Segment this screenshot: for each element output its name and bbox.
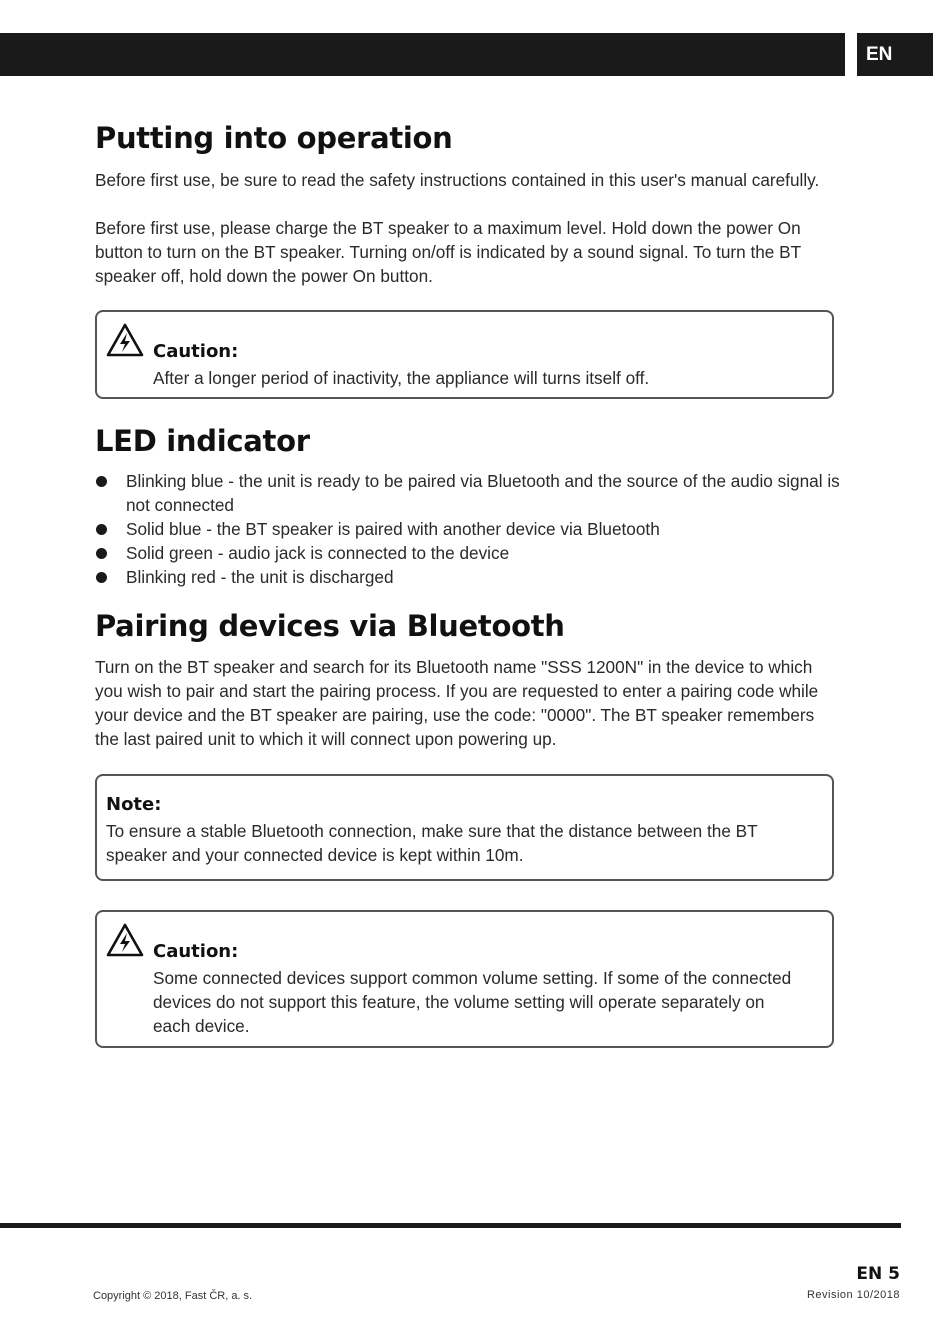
operation-paragraph-2: Before first use, please charge the BT speaker to a maximum level. Hold down the power On button to turn on the BT speaker. Turning on/off is indicated by a sound signal. To turn the BT speaker off, hold down the power On button. <box>95 218 801 286</box>
warning-triangle-lightning-icon <box>106 923 144 957</box>
bullet-dot-icon <box>96 572 107 583</box>
caution-text: After a longer period of inactivity, the appliance will turns itself off. <box>153 368 650 388</box>
list-item <box>95 469 840 517</box>
bullet-dot-icon <box>96 548 107 559</box>
section-title-pairing: Pairing devices via Bluetooth <box>95 609 565 643</box>
caution-box-2 <box>95 910 834 1048</box>
list-item-text: Blinking blue - the unit is ready to be paired via Bluetooth and the source of the audio signal is not connected <box>126 471 840 515</box>
caution-title: Caution: <box>153 341 239 362</box>
list-item-text: Blinking red - the unit is discharged <box>126 567 394 587</box>
note-box <box>95 774 834 881</box>
revision-text: Revision 10/2018 <box>806 1289 900 1301</box>
header-bar <box>0 33 845 76</box>
note-title: Note: <box>106 794 162 815</box>
language-tab: EN <box>857 33 933 76</box>
list-item <box>95 565 840 589</box>
list-item <box>95 517 840 541</box>
page-number: EN 5 <box>856 1264 900 1284</box>
pairing-paragraph: Turn on the BT speaker and search for its Bluetooth name "SSS 1200N" in the device to which you wish to pair and start the pairing process. If you are requested to enter a pairing code while your device and the BT speaker are pairing, use the code: "0000". The BT speaker remembers the last paired unit to which it will connect upon powering up. <box>95 657 819 749</box>
section-title-led: LED indicator <box>95 424 310 458</box>
footer-rule <box>0 1223 901 1228</box>
caution-title: Caution: <box>153 941 239 962</box>
note-text: To ensure a stable Bluetooth connection, make sure that the distance between the BT speaker and your connected device is kept within 10m. <box>106 821 758 865</box>
list-item-text: Solid blue - the BT speaker is paired with another device via Bluetooth <box>126 519 660 539</box>
operation-paragraph-1: Before first use, be sure to read the safety instructions contained in this user's manual carefully. <box>95 170 820 190</box>
section-title-operation: Putting into operation <box>95 121 453 155</box>
led-list <box>95 469 840 589</box>
caution-text: Some connected devices support common volume setting. If some of the connected devices do not support this feature, the volume setting will operate separately on each device. <box>153 968 792 1036</box>
list-item-text: Solid green - audio jack is connected to the device <box>126 543 510 563</box>
warning-triangle-lightning-icon <box>106 323 144 357</box>
bullet-dot-icon <box>96 476 107 487</box>
bullet-dot-icon <box>96 524 107 535</box>
list-item <box>95 541 840 565</box>
copyright-text: Copyright © 2018, Fast ČR, a. s. <box>93 1290 253 1302</box>
caution-box-1 <box>95 310 834 399</box>
